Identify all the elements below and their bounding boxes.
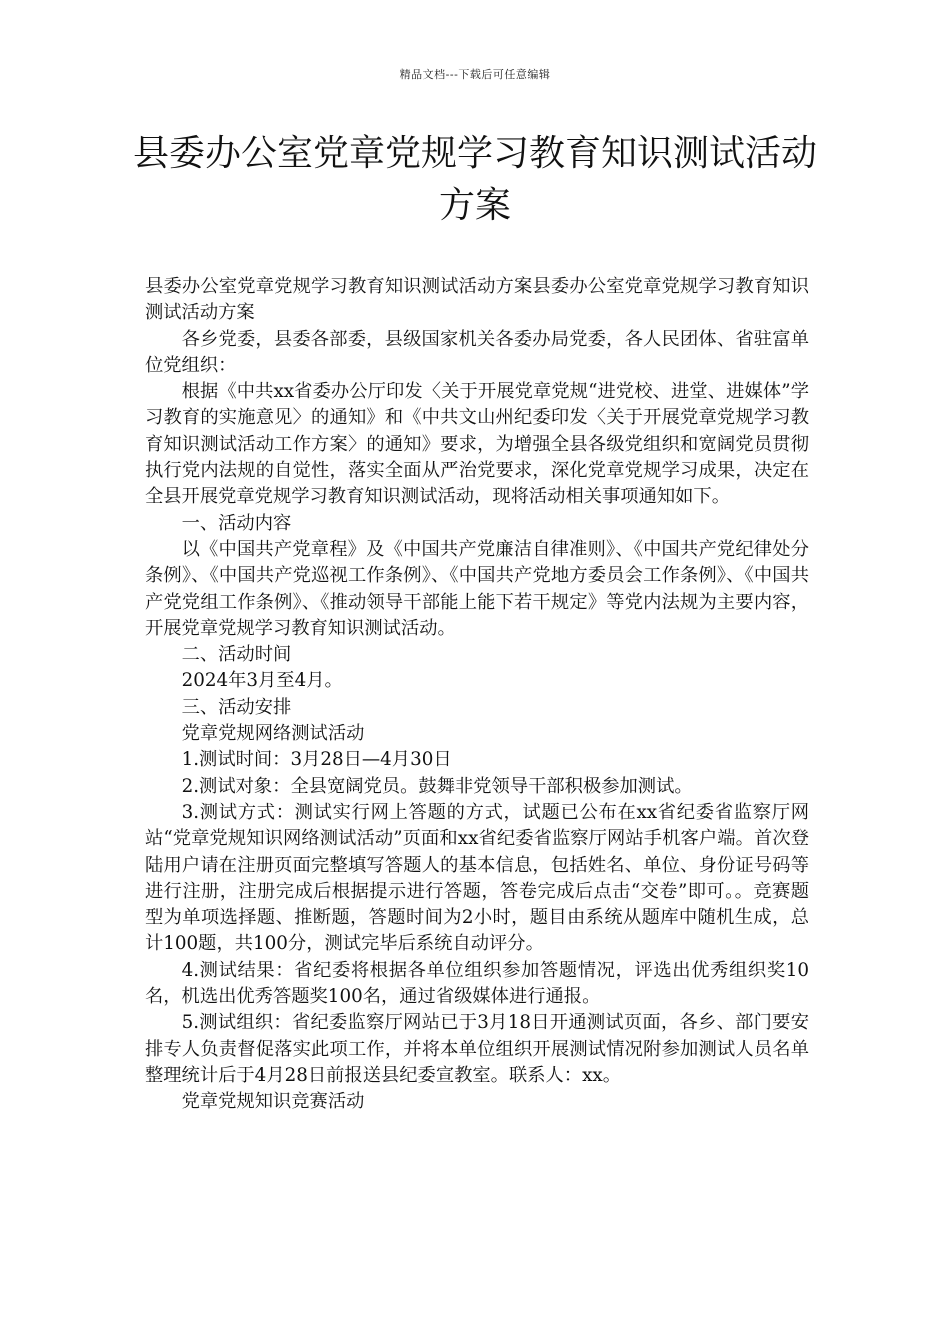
paragraph: 各乡党委，县委各部委，县级国家机关各委办局党委，各人民团体、省驻富单位党组织： xyxy=(145,328,809,376)
section-heading: 二、活动时间 xyxy=(181,644,292,666)
paragraph: 2024年3月至4月。 xyxy=(181,670,343,692)
header-note: 精品文档---下载后可任意编辑 xyxy=(399,68,551,81)
section-heading: 三、活动安排 xyxy=(181,696,292,718)
paragraph: 县委办公室党章党规学习教育知识测试活动方案县委办公室党章党规学习教育知识测试活动方案 xyxy=(145,276,809,324)
section-heading: 一、活动内容 xyxy=(181,512,292,534)
list-item: 5.测试组织：省纪委监察厅网站已于3月18日开通测试页面，各乡、部门要安排专人负责督促落实此项工作，并将本单位组织开展测试情况附参加测试人员名单整理统计后于4月28日前报送县纪委宣教室。联系人：xx。 xyxy=(145,1012,809,1086)
document-title: 县委办公室党章党规学习教育知识测试活动方案 xyxy=(132,133,817,226)
list-item: 1.测试时间：3月28日—4月30日 xyxy=(181,749,452,771)
list-item: 2.测试对象：全县宽阔党员。鼓舞非党领导干部积极参加测试。 xyxy=(181,775,693,797)
subsection-heading: 党章党规知识竞赛活动 xyxy=(181,1091,365,1113)
paragraph: 根据《中共xx省委办公厅印发〈关于开展党章党规“进党校、进堂、进媒体”学习教育的实施意见〉的通知》和《中共文山州纪委印发〈关于开展党章党规学习教育知识测试活动工作方案〉的通知》要求，为增强全县各级党组织和宽阔党员贯彻执行党内法规的自觉性，落实全面从严治党要求，深化党章党规学习成果，决定在全县开展党章党规学习教育知识测试活动，现将活动相关事项通知如下。 xyxy=(145,381,809,508)
list-item: 3.测试方式：测试实行网上答题的方式，试题已公布在xx省纪委省监察厅网站“党章党规知识网络测试活动”页面和xx省纪委省监察厅网站手机客户端。首次登陆用户请在注册页面完整填写答题人的基本信息，包括姓名、单位、身份证号码等进行注册，注册完成后根据提示进行答题，答卷完成后点击“交卷”即可。。竞赛题型为单项选择题、推断题，答题时间为2小时，题目由系统从题库中随机生成，总计100题，共100分，测试完毕后系统自动评分。 xyxy=(145,801,809,955)
subsection-heading: 党章党规网络测试活动 xyxy=(181,723,365,745)
document-body xyxy=(145,274,809,1116)
list-item: 4.测试结果：省纪委将根据各单位组织参加答题情况，评选出优秀组织奖10名，机选出优秀答题奖100名，通过省级媒体进行通报。 xyxy=(145,959,809,1008)
paragraph: 以《中国共产党章程》及《中国共产党廉洁自律准则》、《中国共产党纪律处分条例》、《中国共产党巡视工作条例》、《中国共产党地方委员会工作条例》、《中国共产党党组工作条例》、《推动领导干部能上能下若干规定》等党内法规为主要内容，开展党章党规学习教育知识测试活动。 xyxy=(145,538,809,639)
